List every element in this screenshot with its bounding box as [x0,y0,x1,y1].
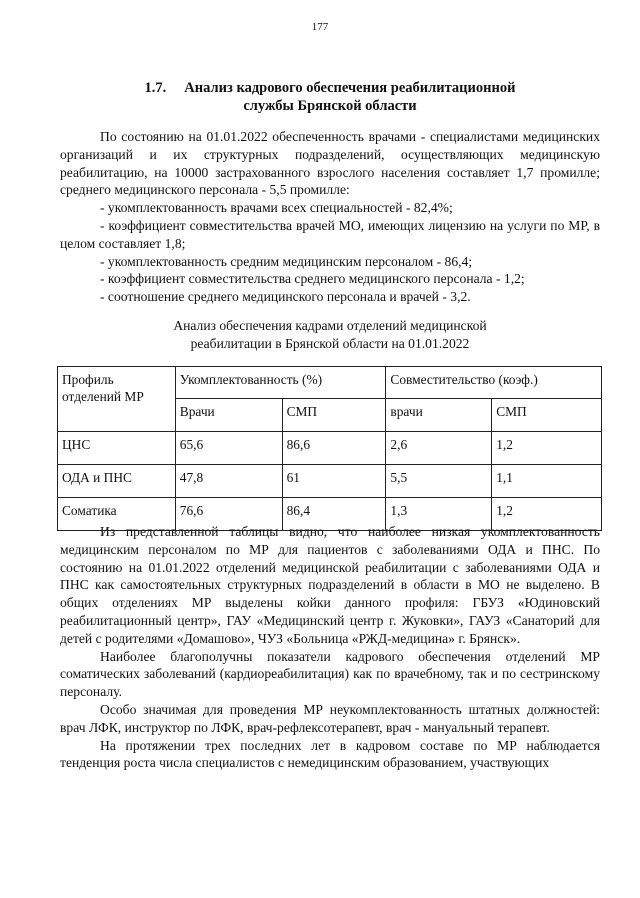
table-caption [130,317,530,353]
section-title-line1: Анализ кадрового обеспечения реабилитационной [184,80,516,96]
bullet-item: - укомплектованность средним медицинским персоналом - 86,4; [100,253,473,269]
cell-profile: ЦНС [58,432,176,465]
header-doctors: Врачи [175,399,282,432]
header-nurses: СМП [282,399,386,432]
cell-profile: Соматика [58,498,176,531]
cell-comb-doctors: 2,6 [386,432,492,465]
table-header-row [58,367,602,399]
cell-comb-doctors: 1,3 [386,498,492,531]
header-profile: Профиль отделений МР [58,367,176,432]
table-caption-line1: Анализ обеспечения кадрами отделений медицинской [173,318,487,333]
page-number: 177 [311,21,329,33]
bullet-item: - коэффициент совместительства среднего медицинского персонала - 1,2; [100,271,525,287]
cell-comb-nurses: 1,1 [492,465,602,498]
bullet-item: - соотношение среднего медицинского персонала и врачей - 3,2. [100,289,471,305]
section-heading-line1 [100,79,560,97]
body-paragraph: На протяжении трех последних лет в кадровом составе по МР наблюдается тенденция роста числа специалистов с немедицинским образованием, участвующих [60,737,600,771]
cell-staff-doctors: 65,6 [175,432,282,465]
body-block [60,523,600,772]
table-caption-line2: реабилитации в Брянской области на 01.01.2022 [190,336,470,351]
cell-profile: ОДА и ПНС [58,465,176,498]
header-staffing: Укомплектованность (%) [175,367,386,399]
cell-comb-nurses: 1,2 [492,498,602,531]
section-number: 1.7. [144,80,167,96]
header-combining: Совместительство (коэф.) [386,367,602,399]
body-paragraph: Наиболее благополучны показатели кадрового обеспечения отделений МР соматических заболеваний (кардиореабилитация) как по врачебному, так и по сестринскому персоналу. [60,648,600,700]
cell-staff-nurses: 61 [282,465,386,498]
header-doctors-combining: врачи [386,399,492,432]
cell-staff-doctors: 76,6 [175,498,282,531]
cell-comb-doctors: 5,5 [386,465,492,498]
section-title-line2: службы Брянской области [243,98,417,114]
bullet-item: - укомплектованность врачами всех специальностей - 82,4%; [100,200,453,216]
cell-comb-nurses: 1,2 [492,432,602,465]
table-row [58,432,602,465]
cell-staff-nurses: 86,6 [282,432,386,465]
body-paragraph: Из представленной таблицы видно, что наиболее низкая укомплектованность медицинским персоналом по МР для пациентов с заболеваниями ОДА и ПНС. По состоянию на 01.01.2022 отделений медицинской реабилитации с заболеваниями ОДА и ПНС как самостоятельных структурных подразделений в области в МО не выделено. В общих отделениях МР выделены койки данного профиля: ГБУЗ «Юдиновский реабилитационный центр», ГАУ «Медицинский центр г. Жуковки», ГАУЗ «Санаторий для детей с родителями «Домашово», ЧУЗ «Больница «РЖД-медицина» г. Брянск». [60,524,600,646]
staffing-table [57,366,602,531]
intro-paragraph: По состоянию на 01.01.2022 обеспеченность врачами - специалистами медицинских организаций и их структурных подразделений, осуществляющих медицинскую реабилитацию, на 10000 застрахованного взрослого населения составляет 1,7 промилле; среднего медицинского персонала - 5,5 промилле: [60,129,600,198]
cell-staff-nurses: 86,4 [282,498,386,531]
bullet-item: - коэффициент совместительства врачей МО, имеющих лицензию на услуги по МР, в целом составляет 1,8; [60,217,600,251]
cell-staff-doctors: 47,8 [175,465,282,498]
table-row [58,465,602,498]
section-heading [100,79,560,115]
intro-block [60,128,600,306]
header-nurses-combining: СМП [492,399,602,432]
body-paragraph: Особо значимая для проведения МР неукомплектованность штатных должностей: врач ЛФК, инструктор по ЛФК, врач-рефлексотерапевт, врач - мануальный терапевт. [60,701,600,735]
